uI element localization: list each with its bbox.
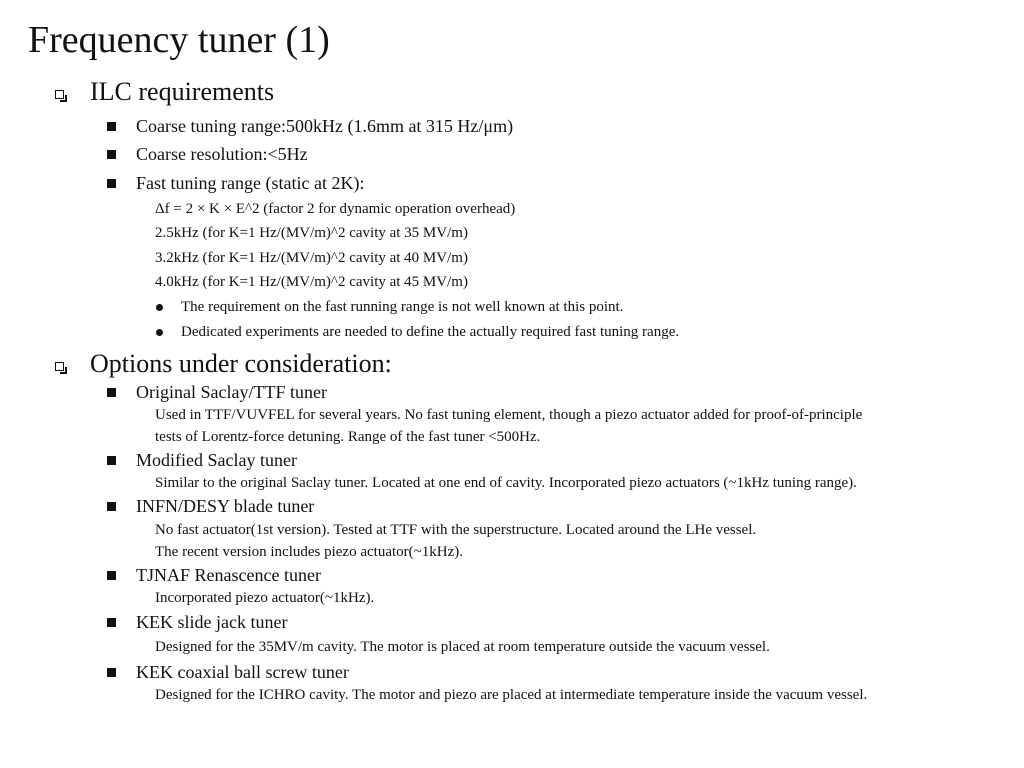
tuner-option-description: Used in TTF/VUVFEL for several years. No fast tuning element, though a piezo actuator added for proof-of-principle [155, 407, 863, 423]
tuner-option-description: Similar to the original Saclay tuner. Located at one end of cavity. Incorporated piezo actuators (~1kHz tuning range). [155, 475, 857, 491]
fast-tuning-detail: 4.0kHz (for K=1 Hz/(MV/m)^2 cavity at 45 MV/m) [155, 274, 468, 290]
round-bullet-icon [156, 304, 163, 311]
square-bullet-icon [107, 502, 116, 511]
square-bullet-icon [107, 179, 116, 188]
tuner-option-name: INFN/DESY blade tuner [136, 496, 315, 516]
tuner-option-description: The recent version includes piezo actuator(~1kHz). [155, 544, 463, 560]
hollow-square-bullet-icon [55, 362, 64, 371]
square-bullet-icon [107, 668, 116, 677]
square-bullet-icon [107, 571, 116, 580]
section-heading-options: Options under consideration: [90, 349, 392, 378]
tuner-option-description: Designed for the ICHRO cavity. The motor and piezo are placed at intermediate temperature inside the vacuum vessel. [155, 687, 868, 703]
square-bullet-icon [107, 456, 116, 465]
tuner-option-description: Incorporated piezo actuator(~1kHz). [155, 590, 375, 606]
section-heading-ilc-requirements: ILC requirements [90, 77, 275, 106]
square-bullet-icon [107, 150, 116, 159]
slide-title: Frequency tuner (1) [28, 19, 330, 61]
requirement-item: Coarse resolution:<5Hz [136, 144, 308, 164]
tuner-option-name: KEK coaxial ball screw tuner [136, 662, 349, 682]
hollow-square-bullet-icon [55, 90, 64, 99]
requirement-item: Coarse tuning range:500kHz (1.6mm at 315 Hz/μm) [136, 116, 514, 136]
fast-tuning-detail: Δf = 2 × K × E^2 (factor 2 for dynamic operation overhead) [155, 201, 516, 217]
tuner-option-name: KEK slide jack tuner [136, 612, 288, 632]
round-bullet-icon [156, 329, 163, 336]
requirement-item: Fast tuning range (static at 2K): [136, 173, 365, 193]
square-bullet-icon [107, 618, 116, 627]
fast-tuning-detail: 2.5kHz (for K=1 Hz/(MV/m)^2 cavity at 35 MV/m) [155, 225, 468, 241]
fast-tuning-note: The requirement on the fast running range is not well known at this point. [181, 299, 624, 315]
fast-tuning-note: Dedicated experiments are needed to define the actually required fast tuning range. [181, 324, 680, 340]
tuner-option-name: TJNAF Renascence tuner [136, 565, 321, 585]
tuner-option-description: Designed for the 35MV/m cavity. The motor is placed at room temperature outside the vacuum vessel. [155, 639, 770, 655]
tuner-option-name: Modified Saclay tuner [136, 450, 297, 470]
tuner-option-description: No fast actuator(1st version). Tested at TTF with the superstructure. Located around the LHe vessel. [155, 522, 757, 538]
square-bullet-icon [107, 388, 116, 397]
square-bullet-icon [107, 122, 116, 131]
fast-tuning-detail: 3.2kHz (for K=1 Hz/(MV/m)^2 cavity at 40 MV/m) [155, 250, 468, 266]
tuner-option-name: Original Saclay/TTF tuner [136, 382, 327, 402]
tuner-option-description: tests of Lorentz-force detuning. Range of the fast tuner <500Hz. [155, 429, 541, 445]
